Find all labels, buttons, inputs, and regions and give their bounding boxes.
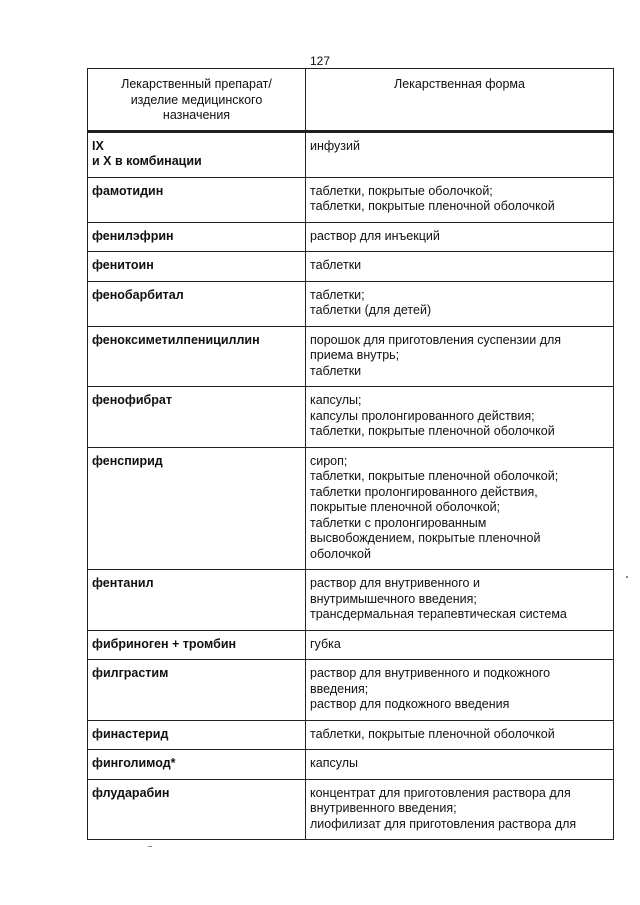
dosage-form-cell: капсулы [306, 750, 614, 780]
table-row [88, 660, 614, 721]
drug-name-cell: финголимод* [88, 750, 306, 780]
dosage-form-cell: таблетки [306, 252, 614, 282]
scan-mark [626, 576, 628, 578]
drug-name-cell: фибриноген + тромбин [88, 630, 306, 660]
header-drug: Лекарственный препарат/ изделие медицинского назначения [88, 69, 306, 132]
table-row [88, 131, 614, 177]
table-row [88, 222, 614, 252]
drug-name-cell: IX и X в комбинации [88, 131, 306, 177]
drug-name-cell: фентанил [88, 570, 306, 631]
drug-name-cell: фенитоин [88, 252, 306, 282]
dosage-form-cell: порошок для приготовления суспензии для приема внутрь; таблетки [306, 326, 614, 387]
dosage-form-cell: таблетки; таблетки (для детей) [306, 281, 614, 326]
table-row [88, 447, 614, 570]
table-row [88, 387, 614, 448]
table-row [88, 177, 614, 222]
dosage-form-cell: таблетки, покрытые оболочкой; таблетки, покрытые пленочной оболочкой [306, 177, 614, 222]
table-row [88, 570, 614, 631]
drug-name-cell: филграстим [88, 660, 306, 721]
dosage-form-cell: губка [306, 630, 614, 660]
page-number: 127 [309, 54, 331, 68]
dosage-form-cell: раствор для инъекций [306, 222, 614, 252]
drug-name-cell: фамотидин [88, 177, 306, 222]
drug-name-cell: фенспирид [88, 447, 306, 570]
dosage-form-cell: концентрат для приготовления раствора для внутривенного введения; лиофилизат для приготовления раствора для [306, 779, 614, 840]
header-form: Лекарственная форма [306, 69, 614, 132]
drug-name-cell: фенофибрат [88, 387, 306, 448]
dosage-form-cell: инфузий [306, 131, 614, 177]
dosage-form-cell: раствор для внутривенного и подкожного введения; раствор для подкожного введения [306, 660, 614, 721]
scan-mark [148, 846, 152, 847]
drug-name-cell: флударабин [88, 779, 306, 840]
table-body [88, 131, 614, 840]
table-row [88, 281, 614, 326]
table-row [88, 750, 614, 780]
table-row [88, 326, 614, 387]
dosage-form-cell: капсулы; капсулы пролонгированного действия; таблетки, покрытые пленочной оболочкой [306, 387, 614, 448]
table-row [88, 779, 614, 840]
drug-name-cell: фенилэфрин [88, 222, 306, 252]
dosage-form-cell: раствор для внутривенного и внутримышечного введения; трансдермальная терапевтическая система [306, 570, 614, 631]
table-row [88, 720, 614, 750]
drug-name-cell: феноксиметилпенициллин [88, 326, 306, 387]
dosage-form-cell: таблетки, покрытые пленочной оболочкой [306, 720, 614, 750]
drug-name-cell: фенобарбитал [88, 281, 306, 326]
drug-name-cell: финастерид [88, 720, 306, 750]
table-row [88, 630, 614, 660]
drug-form-table [87, 68, 614, 840]
table-header-row [88, 69, 614, 132]
table-row [88, 252, 614, 282]
dosage-form-cell: сироп; таблетки, покрытые пленочной оболочкой; таблетки пролонгированного действия, покрытые пленочной оболочкой; таблетки с пролонгированным высвобождением, покрытые пленочной оболочкой [306, 447, 614, 570]
